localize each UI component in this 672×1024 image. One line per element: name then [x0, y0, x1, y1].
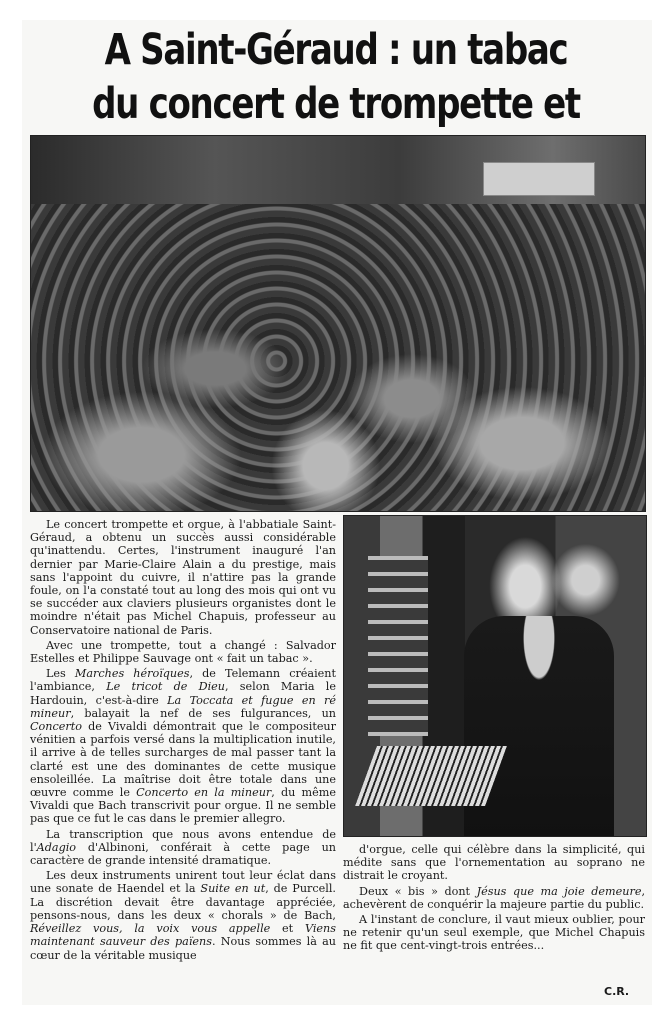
italic-title: Suite en ut — [200, 882, 266, 896]
italic-title: Concerto en la mineur — [136, 786, 272, 800]
article-paragraph: Le concert trompette et orgue, à l'abbatiale Saint-Géraud, a obtenu un succès aussi considérable qu'inattendu. Certes, l'instrument inauguré l'an dernier par Marie-Claire Alain a du prestige, mais sans l'appoint du cuivre, il n'attire pas la grande foule, on l'a constaté tout au long des mois qui ont vu se succéder aux claviers plusieurs organistes dont le moindre n'était pas Michel Chapuis, professeur au Conservatoire national de Paris. — [30, 518, 336, 637]
author-credit: C.R. — [604, 985, 630, 998]
italic-title: Concerto — [30, 720, 82, 734]
concert-audience-photo — [30, 135, 646, 512]
organ-stops — [368, 556, 428, 736]
italic-title: Réveillez vous, la voix vous appelle — [30, 922, 271, 936]
article-paragraph: A l'instant de conclure, il vaut mieux oublier, pour ne retenir qu'un seul exemple, que Michel Chapuis ne fit que cent-vingt-trois entrées... — [343, 913, 645, 953]
italic-title: Viens maintenant sauveur des païens — [30, 922, 336, 949]
headline-line-1: A Saint-Géraud : un tabac — [104, 25, 568, 75]
organ-keyboard — [355, 746, 507, 806]
article-paragraph: La transcription que nous avons entendue de l'Adagio d'Albinoni, conférait à cette page un caractère de grande intensité dramatique. — [30, 827, 336, 868]
organist-figure — [464, 616, 614, 836]
notice-board — [483, 162, 595, 196]
italic-title: Jésus que ma joie demeure — [476, 884, 642, 898]
italic-title: Le tricot de Dieu — [106, 680, 225, 694]
article-paragraph: Deux « bis » dont Jésus que ma joie demeure, achevèrent de conquérir la majeure partie du public. — [343, 884, 646, 911]
headline-line-2: du concert de trompette et — [92, 79, 580, 129]
article-column-left — [30, 518, 336, 962]
italic-title: Adagio — [36, 840, 77, 854]
article-paragraph: Les deux instruments unirent tout leur éclat dans une sonate de Haendel et la Suite en ut, de Purcell. La discrétion devait être davantage appréciée, pensons-nous, dans les deux « chorals » de Bach, Réveillez vous, la voix vous appelle et Viens maintenant sauveur des païens. Nous sommes là au cœur de la véritable musique — [30, 869, 336, 962]
article-paragraph: d'orgue, celle qui célèbre dans la simplicité, qui médite sans que l'ornementation au soprano ne distrait le croyant. — [343, 843, 645, 883]
article-paragraph: Les Marches héroïques, de Telemann créaient l'ambiance, Le tricot de Dieu, selon Maria le Hardouin, c'est-à-dire La Toccata et fugue en ré mineur, balayait la nef de ses fulgurances, un Concerto de Vivaldi démontrait que le compositeur vénitien a parfois versé dans la multiplication inutile, il arrive à de telles surcharges de mal passer tant la clarté est une des dominantes de cette musique ensoleillée. La maîtrise doit être totale dans une œuvre comme le Concerto en la mineur, du même Vivaldi que Bach transcrivit pour orgue. Il ne semble pas que ce fut le cas dans le premier allegro. — [30, 667, 337, 826]
organist-photo — [343, 515, 647, 837]
article-column-right — [343, 843, 645, 953]
article-paragraph: Avec une trompette, tout a changé : Salvador Estelles et Philippe Sauvage ont « fait un tabac ». — [30, 638, 336, 666]
italic-title: Marches héroïques — [74, 667, 190, 681]
italic-title: La Toccata et fugue en ré mineur — [30, 693, 337, 720]
